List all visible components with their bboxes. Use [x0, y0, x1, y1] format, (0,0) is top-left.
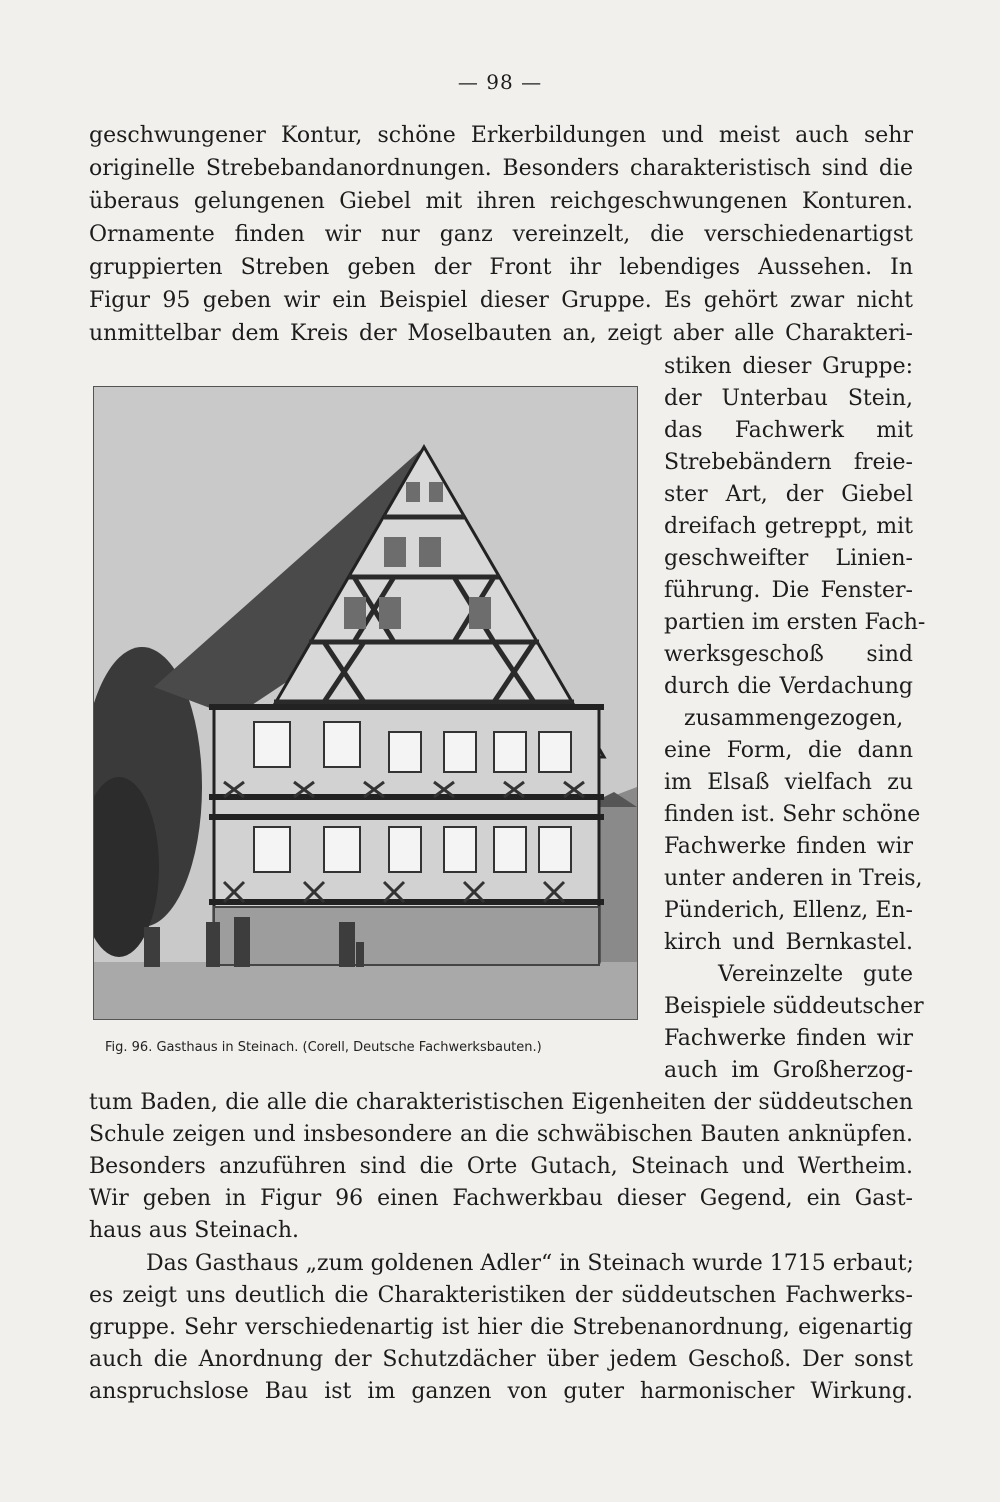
text-line: geschwungener Kontur, schöne Erkerbildungen und meist auch sehr	[89, 123, 913, 148]
text-line: Figur 95 geben wir ein Beispiel dieser Gruppe. Es gehört zwar nicht	[89, 288, 913, 313]
text-line: anspruchslose Bau ist im ganzen von guter harmonischer Wirkung.	[89, 1379, 913, 1404]
figure-caption: Fig. 96. Gasthaus in Steinach. (Corell, Deutsche Fachwerksbauten.)	[105, 1040, 542, 1055]
text-line: gruppe. Sehr verschiedenartig ist hier die Strebenanordnung, eigenartig	[89, 1315, 913, 1340]
page-number: — 98 —	[457, 70, 543, 94]
text-line: Vereinzelte gute	[718, 962, 913, 987]
text-line: geschweifter Linien-	[664, 546, 913, 571]
text-line: im Elsaß vielfach zu	[664, 770, 913, 795]
text-line: dreifach getreppt, mit	[664, 514, 913, 539]
text-line: Fachwerke finden wir	[664, 1026, 913, 1051]
figure-photo-gasthaus	[93, 386, 638, 1020]
text-line: eine Form, die dann	[664, 738, 913, 763]
text-line: originelle Strebebandanordnungen. Besonders charakteristisch sind die	[89, 156, 913, 181]
text-line: führung. Die Fenster-	[664, 578, 913, 603]
text-line: auch im Großherzog-	[664, 1058, 913, 1083]
text-line: zusammengezogen,	[684, 706, 904, 731]
text-line: finden ist. Sehr schöne	[664, 802, 921, 827]
text-line: unmittelbar dem Kreis der Moselbauten an, zeigt aber alle Charakteri-	[89, 321, 913, 346]
text-line: es zeigt uns deutlich die Charakteristiken der süddeutschen Fachwerks-	[89, 1283, 913, 1308]
text-line: durch die Verdachung	[664, 674, 913, 699]
text-line: Ornamente finden wir nur ganz vereinzelt, die verschiedenartigst	[89, 222, 913, 247]
text-line: gruppierten Streben geben der Front ihr lebendiges Aussehen. In	[89, 255, 913, 280]
text-line: stiken dieser Gruppe:	[664, 354, 913, 379]
text-line: der Unterbau Stein,	[664, 386, 913, 411]
text-line: Schule zeigen und insbesondere an die schwäbischen Bauten anknüpfen.	[89, 1122, 913, 1147]
text-line: Besonders anzuführen sind die Orte Gutach, Steinach und Wertheim.	[89, 1154, 913, 1179]
text-line: ster Art, der Giebel	[664, 482, 913, 507]
text-line: auch die Anordnung der Schutzdächer über jedem Geschoß. Der sonst	[89, 1347, 913, 1372]
timber-house-illustration	[94, 387, 637, 1019]
text-line: partien im ersten Fach-	[664, 610, 926, 635]
text-line: Wir geben in Figur 96 einen Fachwerkbau dieser Gegend, ein Gast-	[89, 1186, 913, 1211]
text-line: Pünderich, Ellenz, En-	[664, 898, 913, 923]
text-line: haus aus Steinach.	[89, 1218, 300, 1243]
text-line: werksgeschoß sind	[664, 642, 913, 667]
text-line: tum Baden, die alle die charakteristischen Eigenheiten der süddeutschen	[89, 1090, 913, 1115]
text-line: Strebebändern freie-	[664, 450, 913, 475]
text-line: unter anderen in Treis,	[664, 866, 923, 891]
text-line: Fachwerke finden wir	[664, 834, 913, 859]
text-line: kirch und Bernkastel.	[664, 930, 913, 955]
text-line: überaus gelungenen Giebel mit ihren reichgeschwungenen Konturen.	[89, 189, 913, 214]
text-line: Beispiele süddeutscher	[664, 994, 924, 1019]
text-line: das Fachwerk mit	[664, 418, 913, 443]
text-line: Das Gasthaus „zum goldenen Adler“ in Steinach wurde 1715 erbaut;	[146, 1251, 914, 1276]
